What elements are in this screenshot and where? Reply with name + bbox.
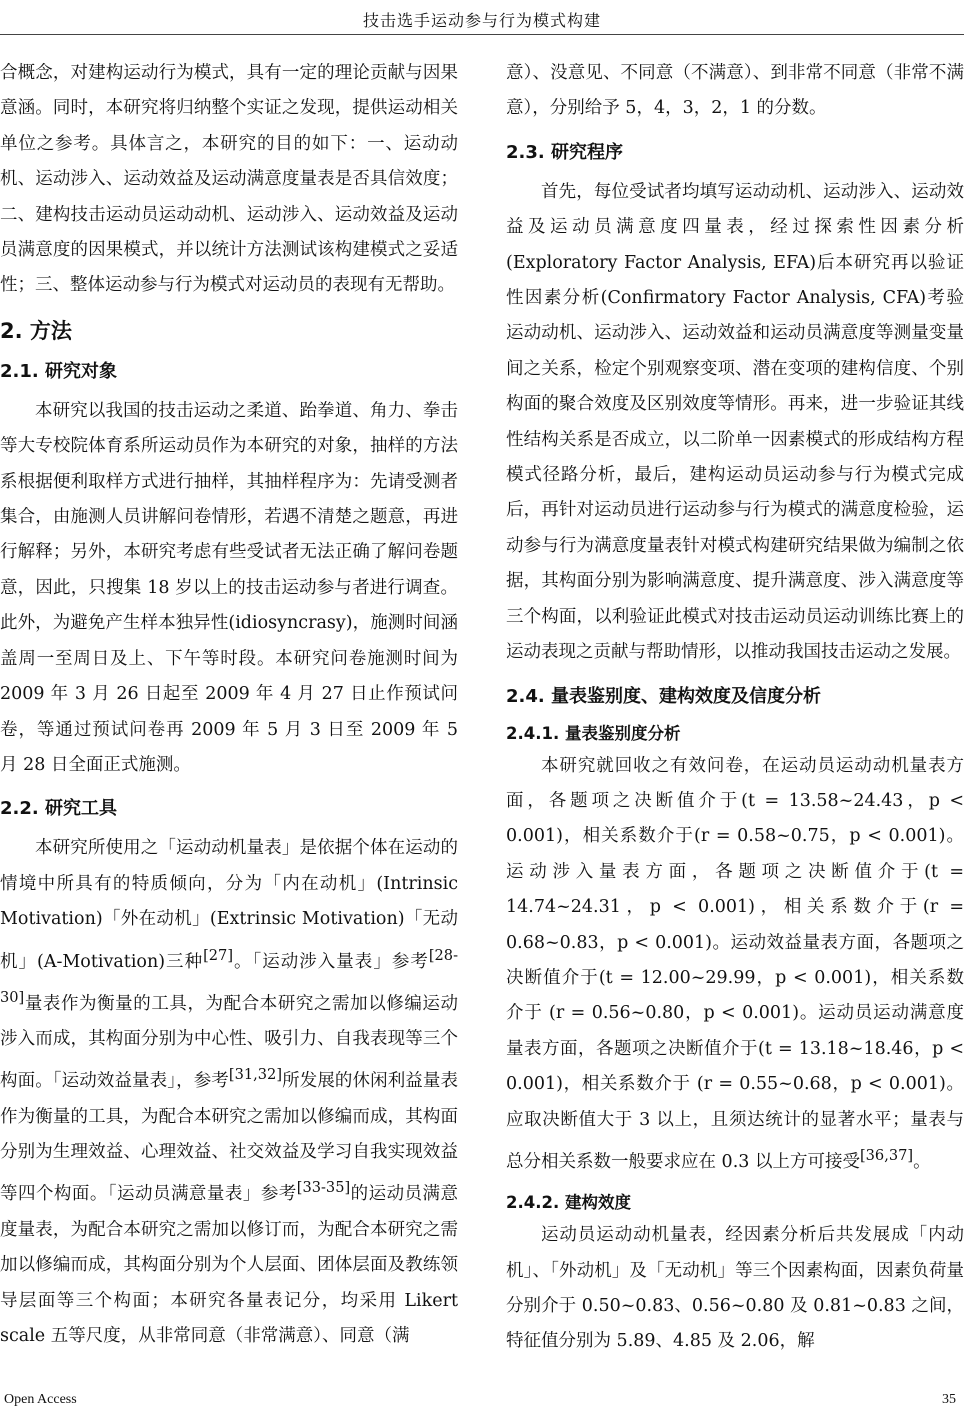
- paragraph-2-4-1-text-b: 。: [913, 1151, 931, 1172]
- paragraph-2-2-text-b: 。「运动涉入量表」参考: [233, 951, 429, 972]
- citation-28-30: [28-30]: [0, 946, 459, 1006]
- paragraph-2-2-text-d: 所发展的休闲利益量表作为衡量的工具，为配合本研究之需加以修编而成，其构面分别为生理效益、心理效益、社交效益及学习自我实现效益等四个构面。「运动员满意量表」参考: [0, 1071, 459, 1205]
- paragraph-2-4-2: 运动员运动动机量表，经因素分析后共发展成「内动机」、「外动机」及「无动机」等三个因素构面，因素负荷量分别介于 0.50~0.83、0.56~0.80 及 0.81~0.83 之间，特征值分别为 5.89、4.85 及 2.06，解: [506, 1225, 964, 1352]
- right-column: [506, 56, 964, 1360]
- continued-paragraph: 意）、没意见、不同意（不满意）、到非常不同意（非常不满意），分别给予 5，4，3，2，1 的分数。: [506, 63, 964, 119]
- paragraph-2-2: [0, 831, 458, 1354]
- paragraph-2-2-text-e: 的运动员满意度量表，为配合本研究之需加以修订而，为配合本研究之需加以修编而成，其构面分别为个人层面、团体层面及教练领导层面等三个构面；本研究各量表记分，均采用 Likert scale 五等尺度，从非常同意（非常满意）、同意（满: [0, 1184, 459, 1346]
- citation-27: [27]: [203, 946, 234, 964]
- paragraph-2-4-1: [506, 749, 964, 1181]
- left-column: [0, 56, 458, 1354]
- running-head-title: 技击选手运动参与行为模式构建: [362, 11, 601, 30]
- header-divider: [0, 34, 964, 35]
- subsubsection-heading-2-4-1: 2.4.1. 量表鉴别度分析: [506, 723, 681, 743]
- citation-36-37: [36,37]: [859, 1146, 914, 1164]
- paragraph-2-4-1-text-a: 本研究就回收之有效问卷，在运动员运动动机量表方面，各题项之决断值介于(t = 13.58~24.43，p < 0.001)，相关系数介于(r = 0.58~0.75，p < 0.001)。运动涉入量表方面，各题项之决断值介于(t = 14.74~24.31，p < 0.001)，相关系数介于(r = 0.68~0.83，p < 0.001)。运动效益量表方面，各题项之决断值介于(t = 12.00~29.99，p < 0.001)，相关系数介于 (r = 0.56~0.80，p < 0.001)。运动员运动满意度量表方面，各题项之决断值介于(t = 13.18~18.46，p < 0.001)，相关系数介于 (r = 0.55~0.68，p < 0.001)。应取决断值大于 3 以上，且须达统计的显著水平；量表与总分相关系数一般要求应在 0.3 以上方可接受: [506, 755, 964, 1172]
- citation-33-35: [33-35]: [296, 1179, 351, 1197]
- subsection-heading-2-3: 2.3. 研究程序: [506, 141, 623, 163]
- subsubsection-heading-2-4-2: 2.4.2. 建构效度: [506, 1193, 631, 1213]
- paragraph-2-2-text-a: 本研究所使用之「运动动机量表」是依据个体在运动的情境中所具有的特质倾向，分为「内在动机」(Intrinsic Motivation)「外在动机」(Extrinsic Motivation)「无动机」(A-Motivation)三种: [0, 838, 458, 972]
- citation-31-32: [31,32]: [228, 1066, 283, 1084]
- footer-publisher: Open Access: [4, 1392, 77, 1407]
- paragraph-2-2-text-c: 量表作为衡量的工具，为配合本研究之需加以修编运动涉入而成，其构面分别为中心性、吸引力、自我表现等三个构面。「运动效益量表」，参考: [0, 993, 458, 1092]
- footer-page-number: 35: [942, 1392, 956, 1407]
- subsection-heading-2-2: 2.2. 研究工具: [0, 798, 117, 820]
- subsection-heading-2-4: 2.4. 量表鉴别度、建构效度及信度分析: [506, 685, 821, 707]
- section-heading-method: 2. 方法: [0, 318, 72, 343]
- intro-paragraph: 合概念，对建构运动行为模式，具有一定的理论贡献与因果意涵。同时，本研究将归纳整个实证之发现，提供运动相关单位之参考。具体言之，本研究的目的如下：一、运动动机、运动涉入、运动效益及运动满意度量表是否具信效度；二、建构技击运动员运动动机、运动涉入、运动效益及运动员满意度的因果模式，并以统计方法测试该构建模式之妥适性；三、整体运动参与行为模式对运动员的表现有无帮助。: [0, 63, 458, 296]
- subsection-heading-2-1: 2.1. 研究对象: [0, 360, 117, 382]
- paragraph-2-1: 本研究以我国的技击运动之柔道、跆拳道、角力、拳击等大专校院体育系所运动员作为本研究的对象，抽样的方法系根据便利取样方式进行抽样，其抽样程序为：先请受测者集合，由施测人员讲解问卷情形，若遇不清楚之题意，再进行解释；另外，本研究考虑有些受试者无法正确了解问卷题意，因此，只搜集 18 岁以上的技击运动参与者进行调查。此外，为避免产生样本独异性(idiosyncrasy)，施测时间涵盖周一至周日及上、下午等时段。本研究问卷施测时间为 2009 年 3 月 26 日起至 2009 年 4 月 27 日止作预试问卷，等通过预试问卷再 2009 年 5 月 3 日至 2009 年 5 月 28 日全面正式施测。: [0, 400, 458, 775]
- paragraph-2-3: 首先，每位受试者均填写运动动机、运动涉入、运动效益及运动员满意度四量表，经过探索性因素分析(Exploratory Factor Analysis, EFA)后本研究再以验证性因素分析(Confirmatory Factor Analysis, CFA)考验运动动机、运动涉入、运动效益和运动员满意度等测量变量间之关系，检定个别观察变项、潜在变项的建构信度、个别构面的聚合效度及区别效度等情形。再来，进一步验证其线性结构关系是否成立，以二阶单一因素模式的形成结构方程模式径路分析，最后，建构运动员运动参与行为模式完成后，再针对运动员进行运动参与行为模式的满意度检验，运动参与行为满意度量表针对模式构建研究结果做为编制之依据，其构面分别为影响满意度、提升满意度、涉入满意度等三个构面，以利验证此模式对技击运动员运动训练比赛上的运动表现之贡献与帮助情形，以推动我国技击运动之发展。: [506, 181, 964, 663]
